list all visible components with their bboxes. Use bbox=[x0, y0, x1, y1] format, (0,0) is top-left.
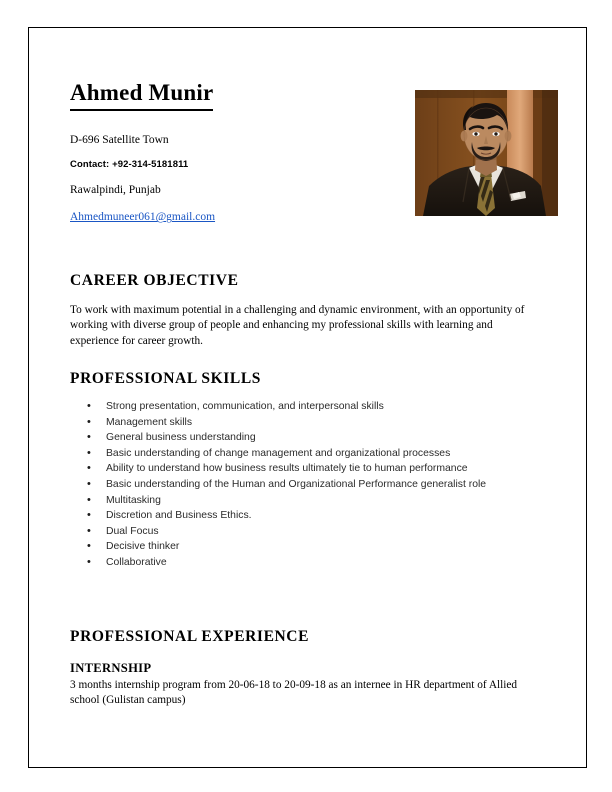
list-item bbox=[70, 539, 540, 555]
bullet-icon: • bbox=[87, 477, 91, 490]
list-item bbox=[70, 477, 540, 493]
skill-label: Discretion and Business Ethics. bbox=[106, 510, 252, 522]
list-item bbox=[70, 430, 540, 446]
address-line: D-696 Satellite Town bbox=[70, 133, 169, 146]
bullet-icon: • bbox=[87, 493, 91, 506]
list-item bbox=[70, 508, 540, 524]
list-item bbox=[70, 493, 540, 509]
city-line: Rawalpindi, Punjab bbox=[70, 184, 161, 196]
profile-photo bbox=[415, 90, 558, 216]
skill-label: Basic understanding of the Human and Organizational Performance generalist role bbox=[106, 478, 487, 490]
list-item bbox=[70, 399, 540, 415]
list-item bbox=[70, 461, 540, 477]
internship-title: INTERNSHIP bbox=[70, 661, 152, 675]
skill-label: Management skills bbox=[106, 416, 193, 428]
skill-label: Basic understanding of change management and organizational processes bbox=[106, 447, 451, 459]
list-item bbox=[70, 555, 540, 571]
list-item bbox=[70, 415, 540, 431]
skill-label: Strong presentation, communication, and interpersonal skills bbox=[106, 401, 384, 412]
resume-header bbox=[70, 80, 400, 225]
career-objective-text: To work with maximum potential in a challenging and dynamic environment, with an opportunity of working with diverse group of people and enhancing my professional skills with learning and experience for career growth. bbox=[70, 304, 525, 347]
skill-label: Collaborative bbox=[106, 556, 167, 568]
skill-label: Multitasking bbox=[106, 494, 161, 506]
bullet-icon: • bbox=[87, 524, 91, 537]
internship-description: 3 months internship program from 20-06-18 to 20-09-18 as an internee in HR department of Allied school (Gulistan campus) bbox=[70, 679, 518, 707]
bullet-icon: • bbox=[87, 555, 91, 568]
bullet-icon: • bbox=[87, 431, 91, 444]
bullet-icon: • bbox=[87, 415, 91, 428]
skill-label: General business understanding bbox=[106, 432, 256, 444]
bullet-icon: • bbox=[87, 400, 91, 412]
bullet-icon: • bbox=[87, 540, 91, 553]
skills-list bbox=[70, 399, 540, 571]
bullet-icon: • bbox=[87, 446, 91, 459]
internship-entry bbox=[70, 661, 534, 708]
skill-label: Dual Focus bbox=[106, 525, 159, 537]
list-item bbox=[70, 446, 540, 462]
email-line bbox=[70, 210, 400, 224]
skill-label: Decisive thinker bbox=[106, 541, 180, 553]
email-link[interactable]: Ahmedmuneer061@gmail.com bbox=[70, 211, 216, 224]
section-heading-career-objective: CAREER OBJECTIVE bbox=[70, 272, 239, 289]
skill-label: Ability to understand how business results ultimately tie to human performance bbox=[106, 463, 468, 475]
bullet-icon: • bbox=[87, 509, 91, 522]
section-heading-professional-experience: PROFESSIONAL EXPERIENCE bbox=[70, 628, 310, 645]
bullet-icon: • bbox=[87, 462, 91, 475]
list-item bbox=[70, 524, 540, 540]
section-heading-professional-skills: PROFESSIONAL SKILLS bbox=[70, 370, 262, 387]
phone-line: Contact: +92-314-5181811 bbox=[70, 159, 189, 171]
page-title: Ahmed Munir bbox=[70, 80, 213, 111]
